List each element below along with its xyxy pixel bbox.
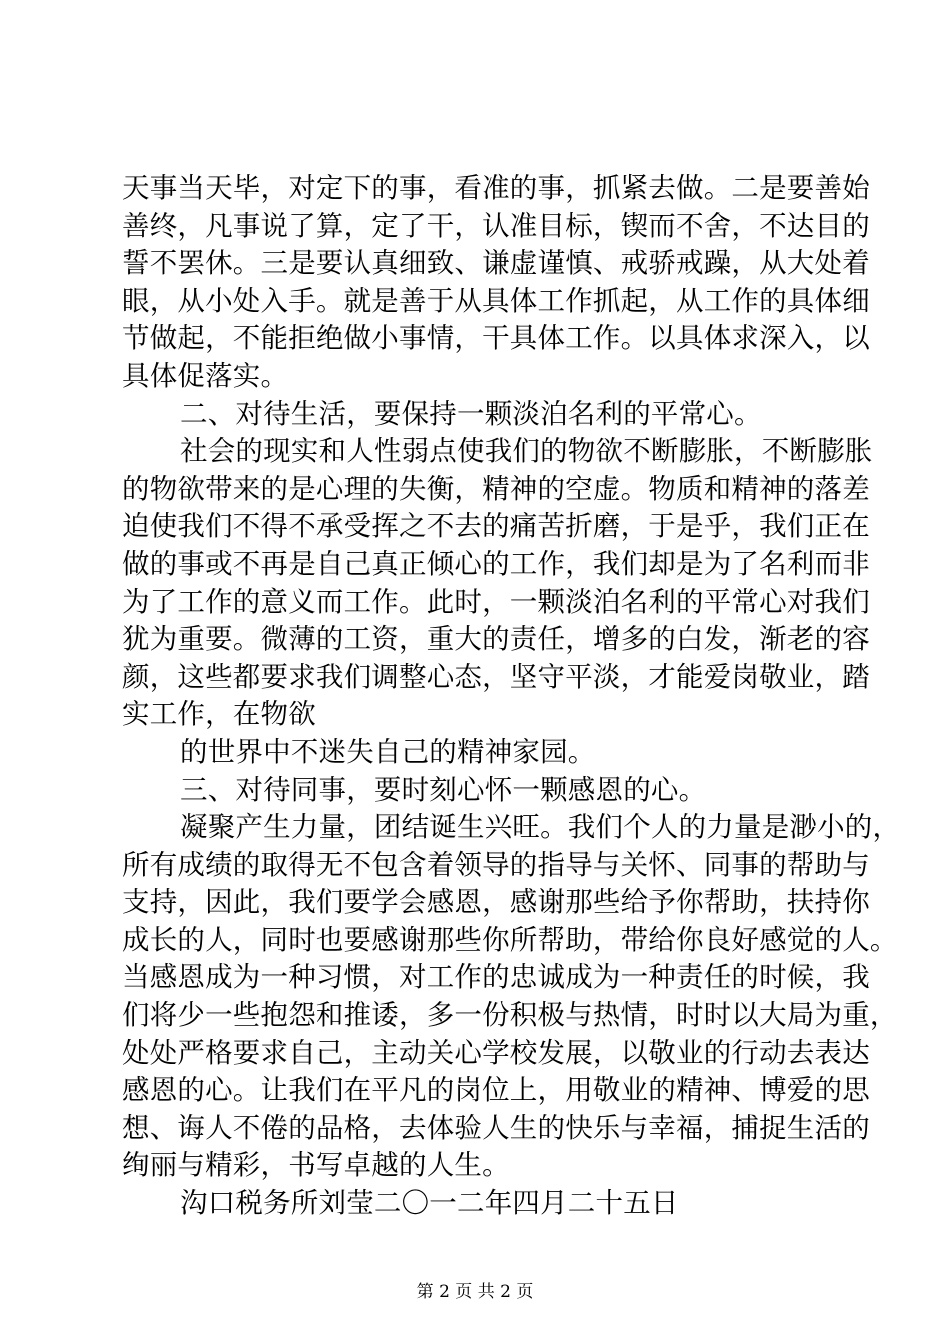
text-line: 的世界中不迷失自己的精神家园。	[180, 735, 596, 768]
text-line: 凝聚产生力量，团结诞生兴旺。我们个人的力量是渺小的，	[180, 811, 901, 844]
text-line: 三、对待同事，要时刻心怀一颗感恩的心。	[180, 773, 707, 806]
text-line: 想、诲人不倦的品格，去体验人生的快乐与幸福，捕捉生活的	[122, 1111, 870, 1144]
text-line: 成长的人，同时也要感谢那些你所帮助，带给你良好感觉的人。	[122, 923, 898, 956]
text-line: 犹为重要。微薄的工资，重大的责任，增多的白发，渐老的容	[122, 623, 870, 656]
text-line: 绚丽与精彩，书写卓越的人生。	[122, 1149, 510, 1182]
text-line: 们将少一些抱怨和推诿，多一份积极与热情，时时以大局为重，	[122, 999, 898, 1032]
text-line: 沟口税务所刘莹二〇一二年四月二十五日	[180, 1187, 679, 1220]
text-line: 实工作，在物欲	[122, 698, 316, 731]
text-line: 二、对待生活，要保持一颗淡泊名利的平常心。	[180, 397, 762, 430]
text-line: 善终，凡事说了算，定了干，认准目标，锲而不舍，不达目的	[122, 209, 870, 242]
text-line: 迫使我们不得不承受挥之不去的痛苦折磨，于是乎，我们正在	[122, 510, 870, 543]
text-line: 感恩的心。让我们在平凡的岗位上，用敬业的精神、博爱的思	[122, 1074, 870, 1107]
text-line: 做的事或不再是自己真正倾心的工作，我们却是为了名利而非	[122, 547, 870, 580]
document-body	[122, 170, 901, 1223]
page-footer: 第 2 页 共 2 页	[416, 1282, 534, 1302]
text-line: 的物欲带来的是心理的失衡，精神的空虚。物质和精神的落差	[122, 472, 870, 505]
text-line: 天事当天毕，对定下的事，看准的事，抓紧去做。二是要善始	[122, 172, 870, 204]
text-line: 节做起，不能拒绝做小事情，干具体工作。以具体求深入，以	[122, 322, 870, 355]
text-line: 誓不罢休。三是要认真细致、谦虚谨慎、戒骄戒躁，从大处着	[122, 247, 870, 280]
text-line: 处处严格要求自己，主动关心学校发展，以敬业的行动去表达	[122, 1036, 870, 1069]
text-line: 社会的现实和人性弱点使我们的物欲不断膨胀，不断膨胀	[180, 435, 873, 468]
text-line: 眼，从小处入手。就是善于从具体工作抓起，从工作的具体细	[122, 284, 870, 317]
text-line: 当感恩成为一种习惯，对工作的忠诚成为一种责任的时候，我	[122, 961, 870, 994]
text-line: 为了工作的意义而工作。此时，一颗淡泊名利的平常心对我们	[122, 585, 870, 618]
text-line: 支持，因此，我们要学会感恩，感谢那些给予你帮助，扶持你	[122, 886, 870, 919]
text-line: 具体促落实。	[122, 359, 289, 392]
text-line: 所有成绩的取得无不包含着领导的指导与关怀、同事的帮助与	[122, 848, 870, 881]
text-line: 颜，这些都要求我们调整心态，坚守平淡，才能爱岗敬业，踏	[122, 660, 870, 693]
